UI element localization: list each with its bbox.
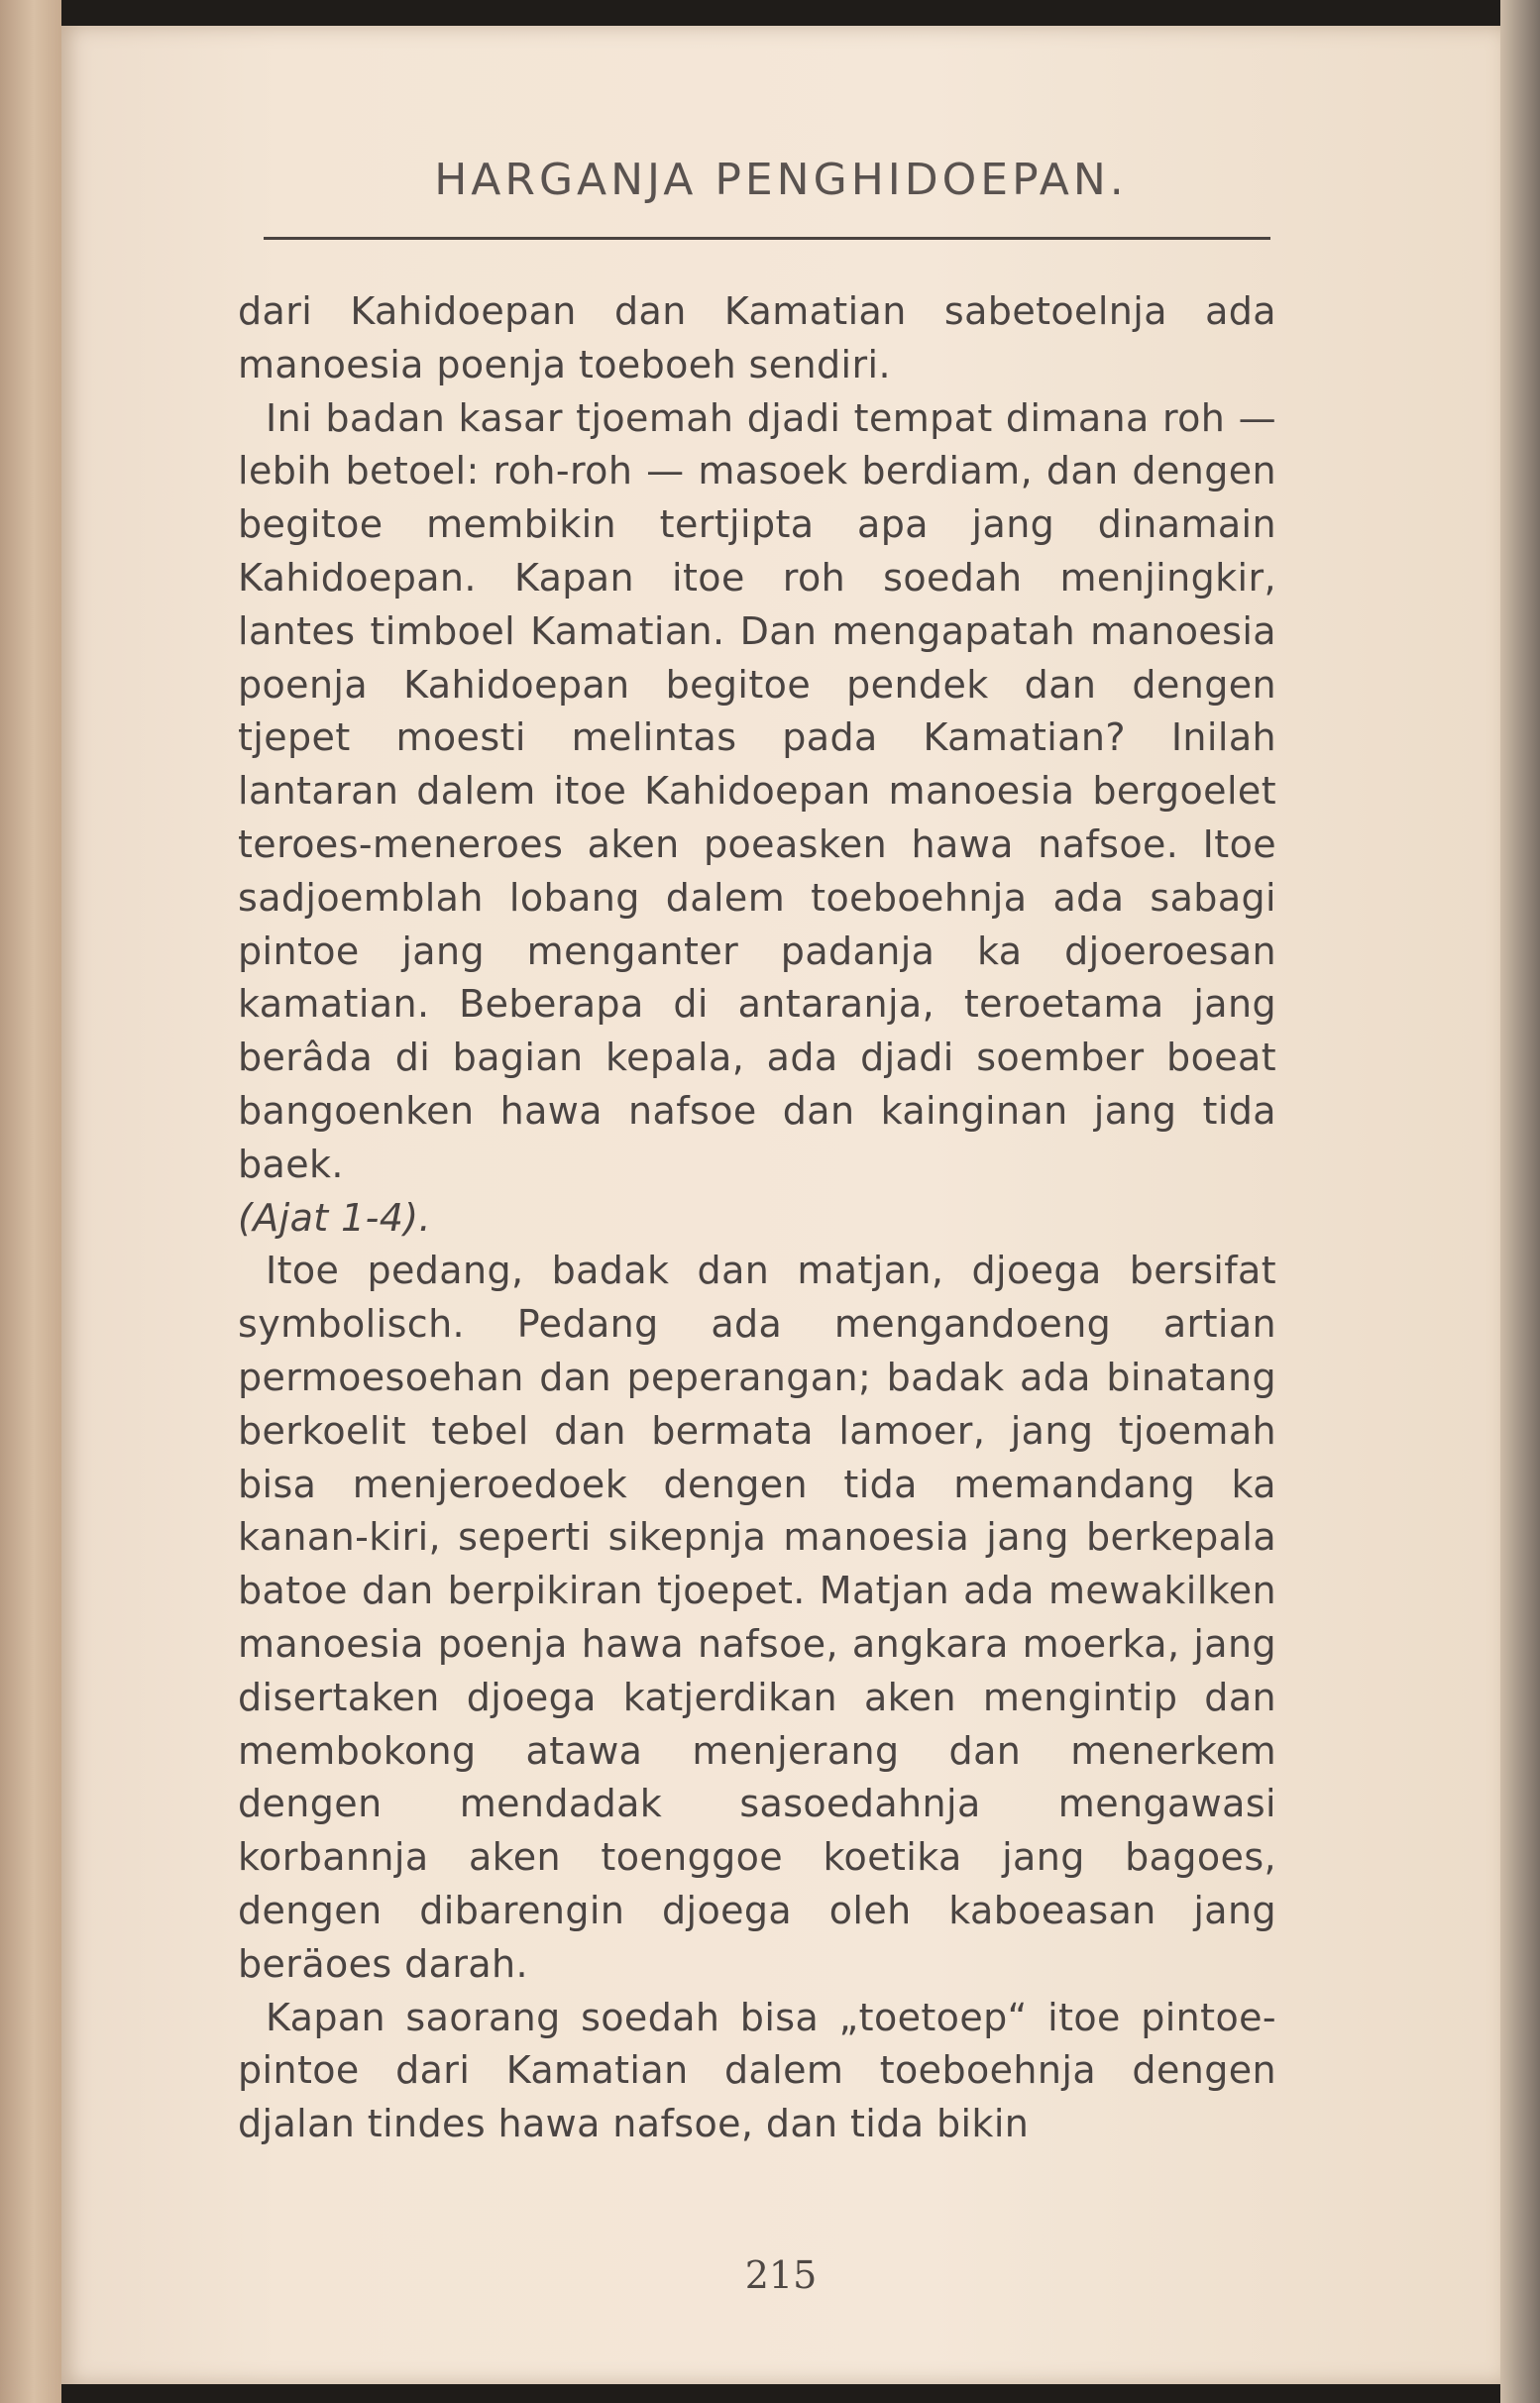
- verse-reference: (Ajat 1-4).: [238, 1195, 432, 1240]
- header-rule: [264, 237, 1270, 240]
- running-header: HARGANJA PENGHIDOEPAN.: [434, 155, 1128, 205]
- paragraph-2: [238, 392, 1276, 1246]
- paragraph-1: dari Kahidoepan dan Kamatian sabetoelnja ada manoesia poenja toeboeh sendiri.: [238, 289, 1276, 386]
- book-page: [61, 26, 1500, 2384]
- paragraph-2-text: Ini badan kasar tjoemah djadi tempat dimana roh — lebih betoel: roh-roh — masoek berdiam, dan dengen begitoe membikin tertjipta apa jang dinamain Kahidoepan. Kapan itoe roh soedah menjingkir, lantes timboel Kamatian. Dan mengapatah manoesia poenja Kahidoepan begitoe pendek dan dengen tjepet moesti melintas pada Kamatian? Inilah lantaran dalem itoe Kahidoepan manoesia bergoelet teroes-meneroes aken poeasken hawa nafsoe. Itoe sadjoemblah lobang dalem toeboehnja ada sabagi pintoe jang menganter padanja ka djoeroesan kamatian. Beberapa di antaranja, teroetama jang berâda di bagian kepala, ada djadi soember boeat bangoenken hawa nafsoe dan kainginan jang tida baek.: [238, 395, 1276, 1186]
- body-text: [238, 285, 1276, 2151]
- right-page-shadow: [1500, 0, 1540, 2403]
- paragraph-3: Itoe pedang, badak dan matjan, djoega bersifat symbolisch. Pedang ada mengandoeng artian permoesoehan dan peperangan; badak ada binatang berkoelit tebel dan bermata lamoer, jang tjoemah bisa menjeroedoek dengen tida memandang ka kanan-kiri, seperti sikepnja manoesia jang berkepala batoe dan berpikiran tjoepet. Matjan ada mewakilken manoesia poenja hawa nafsoe, angkara moerka, jang disertaken djoega katjerdikan aken mengintip dan membokong atawa menjerang dan menerkem dengen mendadak sasoedahnja mengawasi korbannja aken toenggoe koetika jang bagoes, dengen dibarengin djoega oleh kaboeasan jang beräoes darah.: [238, 1249, 1276, 1986]
- left-page-edge: [0, 0, 61, 2403]
- paragraph-4: Kapan saorang soedah bisa „toetoep“ itoe pintoe-pintoe dari Kamatian dalem toeboehnja dengen djalan tindes hawa nafsoe, dan tida bikin: [238, 1995, 1276, 2146]
- page-number: 215: [744, 2253, 818, 2297]
